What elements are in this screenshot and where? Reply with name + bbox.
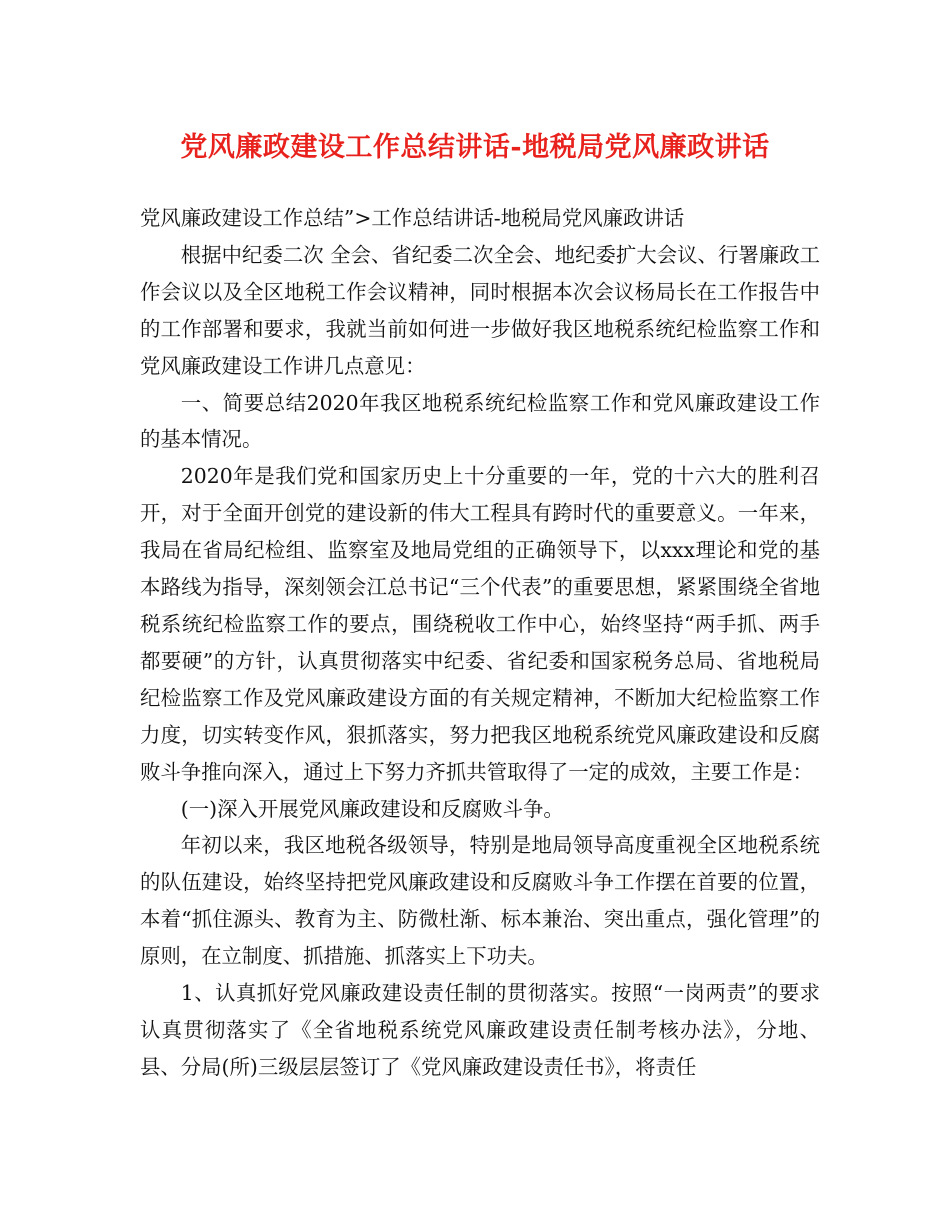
paragraph-responsibility: 1、认真抓好党风廉政建设责任制的贯彻落实。按照“一岗两责”的要求认真贯彻落实了《全省地税系统党风廉政建设责任制考核办法》，分地、县、分局(所)三级层层签订了《党风廉政建设责任书》，将责任 bbox=[140, 981, 820, 1079]
paragraph-intro: 根据中纪委二次 全会、省纪委二次全会、地纪委扩大会议、行署廉政工作会议以及全区地税工作会议精神，同时根据本次会议杨局长在工作报告中的工作部署和要求，我就当前如何进一步做好我区地税系统纪检监察工作和党风廉政建设工作讲几点意见： bbox=[140, 242, 820, 378]
paragraph-leadership: 年初以来，我区地税各级领导，特别是地局领导高度重视全区地税系统的队伍建设，始终坚持把党风廉政建设和反腐败斗争工作摆在首要的位置，本着“抓住源头、教育为主、防微杜渐、标本兼治、突出重点，强化管理”的原则，在立制度、抓措施、抓落实上下功夫。 bbox=[140, 833, 820, 969]
document-body bbox=[140, 200, 820, 1086]
paragraph-subsection-heading: (一)深入开展党风廉政建设和反腐败斗争。 bbox=[180, 796, 564, 821]
paragraph-summary: 2020年是我们党和国家历史上十分重要的一年，党的十六大的胜利召开，对于全面开创党的建设新的伟大工程具有跨时代的重要意义。一年来，我局在省局纪检组、监察室及地局党组的正确领导下，以xxx理论和党的基本路线为指导，深刻领会江总书记“三个代表”的重要思想，紧紧围绕全省地税系统纪检监察工作的要点，围绕税收工作中心，始终坚持“两手抓、两手都要硬”的方针，认真贯彻落实中纪委、省纪委和国家税务总局、省地税局纪检监察工作及党风廉政建设方面的有关规定精神，不断加大纪检监察工作力度，切实转变作风，狠抓落实，努力把我区地税系统党风廉政建设和反腐败斗争推向深入，通过上下努力齐抓共管取得了一定的成效，主要工作是： bbox=[140, 464, 820, 784]
paragraph-breadcrumb: 党风廉政建设工作总结”>工作总结讲话-地税局党风廉政讲话 bbox=[140, 206, 685, 230]
paragraph-section-heading: 一、简要总结2020年我区地税系统纪检监察工作和党风廉政建设工作的基本情况。 bbox=[140, 390, 820, 452]
document-title: 党风廉政建设工作总结讲话-地税局党风廉政讲话 bbox=[180, 132, 770, 163]
